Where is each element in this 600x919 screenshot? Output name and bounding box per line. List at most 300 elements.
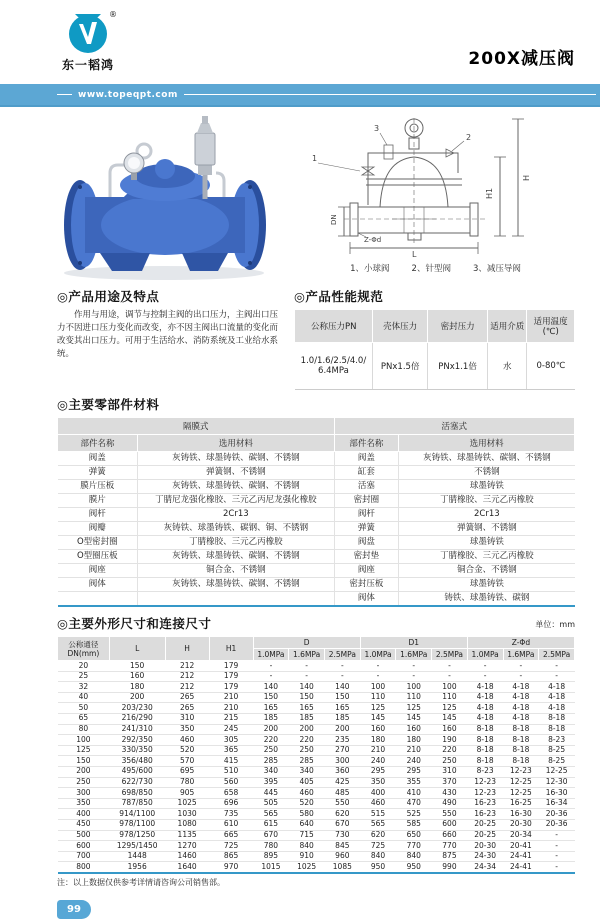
column-header: 选用材料 [399, 435, 575, 452]
table-row [58, 671, 575, 682]
table-cell: 1085 [324, 862, 360, 873]
table-cell: 12-25 [539, 766, 575, 777]
table-cell: 弹簧钢、不锈钢 [399, 522, 575, 536]
column-header-h1: H1 [209, 637, 253, 661]
table-cell: 150 [109, 661, 165, 672]
table-cell: 356/480 [109, 756, 165, 767]
table-cell: 1460 [165, 851, 209, 862]
table-cell: 460 [289, 788, 325, 799]
valve-diagram-icon [296, 115, 541, 261]
table-cell: 灰铸铁、球墨铸铁、碳钢、铜、不锈钢 [138, 522, 334, 536]
table-cell: 165 [324, 703, 360, 714]
table-cell: 165 [289, 703, 325, 714]
table-cell: 160 [360, 724, 396, 735]
table-cell: 620 [324, 809, 360, 820]
materials-title: ◎主要零部件材料 [57, 397, 160, 412]
table-row [58, 756, 575, 767]
table-cell: 12-25 [503, 788, 539, 799]
table-cell: 365 [209, 745, 253, 756]
table-cell: 灰铸铁、球墨铸铁、碳钢、不锈钢 [138, 452, 334, 466]
table-cell: 292/350 [109, 735, 165, 746]
table-cell: - [396, 661, 432, 672]
table-cell: 430 [432, 788, 468, 799]
table-cell: 490 [432, 798, 468, 809]
table-cell: 弹簧 [58, 466, 138, 480]
table-cell: 4-18 [503, 713, 539, 724]
column-header: 选用材料 [138, 435, 334, 452]
table-cell: 8-18 [503, 756, 539, 767]
table-cell: 145 [396, 713, 432, 724]
table-cell: 165 [253, 703, 289, 714]
table-cell: 阀体 [334, 592, 399, 607]
table-cell: 425 [324, 777, 360, 788]
table-cell: 阀瓣 [58, 522, 138, 536]
table-cell: - [467, 661, 503, 672]
table-cell: - [289, 661, 325, 672]
table-cell: 160 [396, 724, 432, 735]
header [0, 0, 600, 84]
table-cell: 770 [396, 841, 432, 852]
table-cell: 阀杆 [58, 508, 138, 522]
table-cell: 179 [209, 682, 253, 693]
table-cell: 300 [324, 756, 360, 767]
table-cell: 24-30 [467, 851, 503, 862]
table-cell: 阀座 [58, 564, 138, 578]
table-cell: 500 [58, 830, 110, 841]
type-header-piston: 活塞式 [334, 418, 574, 435]
table-cell: 212 [165, 671, 209, 682]
table-cell: 787/850 [109, 798, 165, 809]
table-cell: 1025 [289, 862, 325, 873]
table-cell: 阀盖 [334, 452, 399, 466]
diagram-number-3: 3 [374, 124, 380, 133]
table-cell: 370 [432, 777, 468, 788]
dim-label-dn: DN [330, 214, 338, 225]
table-cell: 1448 [109, 851, 165, 862]
table-row [58, 735, 575, 746]
table-cell: 185 [324, 713, 360, 724]
table-cell: 515 [360, 809, 396, 820]
table-cell: 2Cr13 [138, 508, 334, 522]
table-cell: 150 [324, 692, 360, 703]
table-cell: 525 [396, 809, 432, 820]
table-cell: - [503, 661, 539, 672]
dimensions-title: ◎主要外形尺寸和连接尺寸 [57, 616, 212, 631]
table-cell: 12-23 [467, 777, 503, 788]
table-cell: 240 [360, 756, 396, 767]
table-cell: 780 [253, 841, 289, 852]
table-row [58, 508, 575, 522]
table-cell: 700 [58, 851, 110, 862]
materials-section [57, 395, 575, 607]
table-cell: 210 [360, 745, 396, 756]
table-cell: 125 [432, 703, 468, 714]
table-cell: 978/1250 [109, 830, 165, 841]
table-cell: 8-18 [503, 724, 539, 735]
table-cell: 150 [253, 692, 289, 703]
table-cell: 16-25 [503, 798, 539, 809]
table-cell: 4-18 [539, 682, 575, 693]
table-cell: 8-18 [503, 735, 539, 746]
table-cell: 145 [360, 713, 396, 724]
table-cell: 185 [289, 713, 325, 724]
subheader-mpa: 2.5MPa [324, 649, 360, 661]
table-cell: 355 [396, 777, 432, 788]
table-cell: 125 [360, 703, 396, 714]
table-cell: 4-18 [503, 703, 539, 714]
subheader-mpa: 1.6MPa [503, 649, 539, 661]
table-cell: 200 [58, 766, 110, 777]
unit-label: 单位：mm [535, 620, 575, 629]
table-row [58, 703, 575, 714]
table-cell: 32 [58, 682, 110, 693]
table-cell: - [360, 671, 396, 682]
table-row [58, 830, 575, 841]
table-cell: 140 [324, 682, 360, 693]
footer [57, 900, 600, 919]
table-cell: 460 [165, 735, 209, 746]
table-cell: 615 [253, 819, 289, 830]
table-note: 注：以上数据仅供参考详情请咨询公司销售部。 [57, 877, 225, 887]
table-cell: 212 [165, 682, 209, 693]
table-header-row [58, 418, 575, 435]
table-cell: 914/1100 [109, 809, 165, 820]
table-cell: - [396, 671, 432, 682]
table-cell: 340 [253, 766, 289, 777]
table-cell: 285 [253, 756, 289, 767]
table-row [58, 862, 575, 873]
table-cell: 4-18 [467, 713, 503, 724]
table-cell: 725 [360, 841, 396, 852]
table-cell: 203/230 [109, 703, 165, 714]
table-cell: 1135 [165, 830, 209, 841]
table-header-row [58, 637, 575, 649]
table-cell: 910 [289, 851, 325, 862]
table-cell: 160 [109, 671, 165, 682]
table-cell: 65 [58, 713, 110, 724]
subheader-mpa: 1.0MPa [253, 649, 289, 661]
table-cell: 140 [289, 682, 325, 693]
column-header: 适用温度(℃) [527, 310, 575, 343]
table-cell: 16-30 [539, 788, 575, 799]
table-cell: 灰铸铁、球墨铸铁、碳钢、不锈钢 [138, 578, 334, 592]
table-row [58, 661, 575, 672]
table-row [58, 713, 575, 724]
table-cell: 20-25 [467, 819, 503, 830]
table-cell: - [539, 671, 575, 682]
table-cell: 4-18 [503, 692, 539, 703]
table-cell: 520 [165, 745, 209, 756]
table-cell: - [539, 841, 575, 852]
table-cell: - [253, 671, 289, 682]
table-cell: 270 [324, 745, 360, 756]
divider [184, 94, 596, 95]
table-cell: 640 [289, 819, 325, 830]
table-row [58, 522, 575, 536]
table-cell: - [539, 830, 575, 841]
figures-row [38, 115, 575, 283]
table-cell: 410 [396, 788, 432, 799]
table-cell: 600 [432, 819, 468, 830]
table-cell: 250 [432, 756, 468, 767]
table-cell: - [539, 851, 575, 862]
valve-photo-icon [38, 115, 290, 283]
subheader-mpa: 2.5MPa [432, 649, 468, 661]
table-cell: 580 [289, 809, 325, 820]
table-row [58, 564, 575, 578]
table-cell: - [539, 661, 575, 672]
table-cell: 12-23 [503, 766, 539, 777]
table-cell: O型密封圈 [58, 536, 138, 550]
table-cell: 1025 [165, 798, 209, 809]
table-cell: 510 [209, 766, 253, 777]
table-cell: 110 [432, 692, 468, 703]
table-cell: 210 [209, 703, 253, 714]
table-cell: 696 [209, 798, 253, 809]
table-cell: 245 [209, 724, 253, 735]
caption-item: 2、针型阀 [411, 264, 451, 274]
table-cell: 220 [253, 735, 289, 746]
table-cell: 240 [396, 756, 432, 767]
table-row [58, 819, 575, 830]
table-cell: 20-36 [539, 819, 575, 830]
dn-header-line2: DN(mm) [67, 648, 100, 658]
table-cell: 弹簧钢、不锈钢 [138, 466, 334, 480]
table-cell: 140 [253, 682, 289, 693]
table-cell: 阀座 [334, 564, 399, 578]
page-title: 200X减压阀 [468, 49, 575, 69]
page-number-badge: 99 [57, 900, 91, 919]
table-cell: 8-18 [539, 713, 575, 724]
table-row [58, 550, 575, 564]
table-cell: 340 [289, 766, 325, 777]
subheader-mpa: 1.6MPa [396, 649, 432, 661]
table-cell: 305 [209, 735, 253, 746]
table-cell: 8-18 [503, 745, 539, 756]
table-cell: 16-34 [539, 798, 575, 809]
table-cell: 灰铸铁、球墨铸铁、碳钢、不锈钢 [399, 452, 575, 466]
table-cell: 20-34 [503, 830, 539, 841]
table-row [58, 745, 575, 756]
table-cell: 460 [360, 798, 396, 809]
table-cell: 8-18 [539, 724, 575, 735]
table-cell: 4-18 [467, 692, 503, 703]
table-cell: 8-18 [467, 756, 503, 767]
table-cell: 735 [209, 809, 253, 820]
performance-table [294, 309, 575, 390]
table-row [58, 578, 575, 592]
table-cell: 膜片压板 [58, 480, 138, 494]
table-cell: 1295/1450 [109, 841, 165, 852]
table-cell: - [324, 671, 360, 682]
table-cell: 12-25 [503, 777, 539, 788]
table-cell: 725 [209, 841, 253, 852]
table-cell: 不锈钢 [399, 466, 575, 480]
table-cell: 160 [432, 724, 468, 735]
table-cell: 8-23 [539, 735, 575, 746]
table-cell: 20-25 [467, 830, 503, 841]
table-cell: 495/600 [109, 766, 165, 777]
table-cell: 960 [324, 851, 360, 862]
table-cell: 570 [165, 756, 209, 767]
table-cell: 210 [209, 692, 253, 703]
column-header-dn [58, 637, 110, 661]
table-cell: 950 [360, 862, 396, 873]
table-cell: 695 [165, 766, 209, 777]
table-cell: 1.0/1.6/2.5/4.0/6.4MPa [295, 343, 373, 390]
table-cell: 235 [324, 735, 360, 746]
table-cell: 310 [432, 766, 468, 777]
table-cell: 4-18 [539, 692, 575, 703]
table-cell: 12-30 [539, 777, 575, 788]
table-cell: 665 [209, 830, 253, 841]
table-cell: 330/350 [109, 745, 165, 756]
table-cell: 膜片 [58, 494, 138, 508]
subheader-mpa: 1.0MPa [360, 649, 396, 661]
table-row [58, 851, 575, 862]
table-cell: 密封垫 [334, 550, 399, 564]
table-cell: 179 [209, 661, 253, 672]
table-row [58, 724, 575, 735]
diagram-number-2: 2 [466, 133, 472, 142]
table-cell: 125 [58, 745, 110, 756]
table-cell: 770 [432, 841, 468, 852]
table-cell: 670 [324, 819, 360, 830]
table-cell: 840 [289, 841, 325, 852]
table-cell: 730 [324, 830, 360, 841]
table-cell: 780 [165, 777, 209, 788]
table-cell: 978/1100 [109, 819, 165, 830]
group-header-d: D [253, 637, 360, 649]
table-row [58, 798, 575, 809]
table-cell: 2Cr13 [399, 508, 575, 522]
table-cell: 295 [360, 766, 396, 777]
table-cell: 50 [58, 703, 110, 714]
table-cell: 24-34 [467, 862, 503, 873]
table-cell: 610 [209, 819, 253, 830]
table-cell: 585 [396, 819, 432, 830]
table-cell: - [289, 671, 325, 682]
table-cell: 950 [396, 862, 432, 873]
table-cell: 395 [253, 777, 289, 788]
table-cell: 1080 [165, 819, 209, 830]
dimensions-heading [57, 614, 575, 632]
table-cell: 活塞 [334, 480, 399, 494]
registered-mark: ® [109, 10, 117, 19]
table-cell: 阀杆 [334, 508, 399, 522]
table-row [58, 777, 575, 788]
table-cell: 470 [396, 798, 432, 809]
table-cell: 622/730 [109, 777, 165, 788]
table-cell: 丁腈橡胶、三元乙丙橡胶 [138, 536, 334, 550]
features-body: 作用与用途，调节与控制主阀的出口压力，主阀出口压力不因进口压力变化而改变，亦不因主阀出口流量的变化而改变其出口压力。可用于生活给水、消防系统及工业给水系统。 [57, 310, 279, 359]
table-cell: 球墨铸铁 [399, 536, 575, 550]
table-cell: 865 [209, 851, 253, 862]
table-cell: 216/290 [109, 713, 165, 724]
table-cell: 4-18 [503, 682, 539, 693]
dim-label-l: L [412, 250, 417, 259]
performance-section [294, 287, 575, 390]
table-cell: 密封压板 [334, 578, 399, 592]
table-cell: 970 [209, 862, 253, 873]
table-cell: 球墨铸铁 [399, 578, 575, 592]
table-cell: 16-23 [467, 809, 503, 820]
table-cell: 100 [396, 682, 432, 693]
column-header-h: H [165, 637, 209, 661]
table-cell: PNx1.1倍 [427, 343, 487, 390]
table-cell: 8-25 [539, 745, 575, 756]
table-cell: 445 [253, 788, 289, 799]
table-cell: 660 [432, 830, 468, 841]
table-cell: 210 [396, 745, 432, 756]
table-cell: 24-41 [503, 851, 539, 862]
table-cell: 360 [324, 766, 360, 777]
table-cell: 40 [58, 692, 110, 703]
table-cell: 弹簧 [334, 522, 399, 536]
table-cell: 阀体 [58, 578, 138, 592]
table-cell: 100 [432, 682, 468, 693]
table-header-row [58, 435, 575, 452]
table-cell: 698/850 [109, 788, 165, 799]
column-header: 适用介质 [488, 310, 527, 343]
table-cell: 300 [58, 788, 110, 799]
table-cell: 0-80℃ [527, 343, 575, 390]
table-cell: - [539, 862, 575, 873]
subheader-mpa: 1.0MPa [467, 649, 503, 661]
company-logo [53, 10, 123, 73]
table-cell: 密封圈 [334, 494, 399, 508]
table-cell: 150 [58, 756, 110, 767]
divider [57, 94, 72, 95]
table-cell: 505 [253, 798, 289, 809]
table-cell: 200 [289, 724, 325, 735]
table-cell: 20 [58, 661, 110, 672]
table-cell: 110 [396, 692, 432, 703]
table-cell: 350 [165, 724, 209, 735]
table-cell: 16-23 [467, 798, 503, 809]
table-row [295, 343, 575, 390]
table-cell: 100 [58, 735, 110, 746]
table-cell: 265 [165, 703, 209, 714]
table-cell: 125 [396, 703, 432, 714]
table-cell: 565 [360, 819, 396, 830]
table-cell: 905 [165, 788, 209, 799]
website-link[interactable]: www.topeqpt.com [78, 89, 178, 100]
table-row [58, 494, 575, 508]
column-header-l: L [109, 637, 165, 661]
table-cell: 8-18 [467, 745, 503, 756]
table-cell: 310 [165, 713, 209, 724]
table-cell: - [467, 671, 503, 682]
table-cell: - [324, 661, 360, 672]
table-cell: 12-23 [467, 788, 503, 799]
column-header: 壳体压力 [373, 310, 428, 343]
table-cell: 20-36 [539, 809, 575, 820]
table-cell: 1030 [165, 809, 209, 820]
caption-item: 1、小球阀 [350, 264, 390, 274]
table-cell: 212 [165, 661, 209, 672]
table-cell: 220 [432, 745, 468, 756]
table-row [58, 452, 575, 466]
table-cell: 190 [432, 735, 468, 746]
table-cell: 180 [109, 682, 165, 693]
table-cell: 球墨铸铁 [399, 480, 575, 494]
product-photo [38, 115, 290, 283]
table-cell: 241/310 [109, 724, 165, 735]
table-cell: 缸套 [334, 466, 399, 480]
table-cell: 560 [209, 777, 253, 788]
table-cell: 铜合金、不锈钢 [138, 564, 334, 578]
